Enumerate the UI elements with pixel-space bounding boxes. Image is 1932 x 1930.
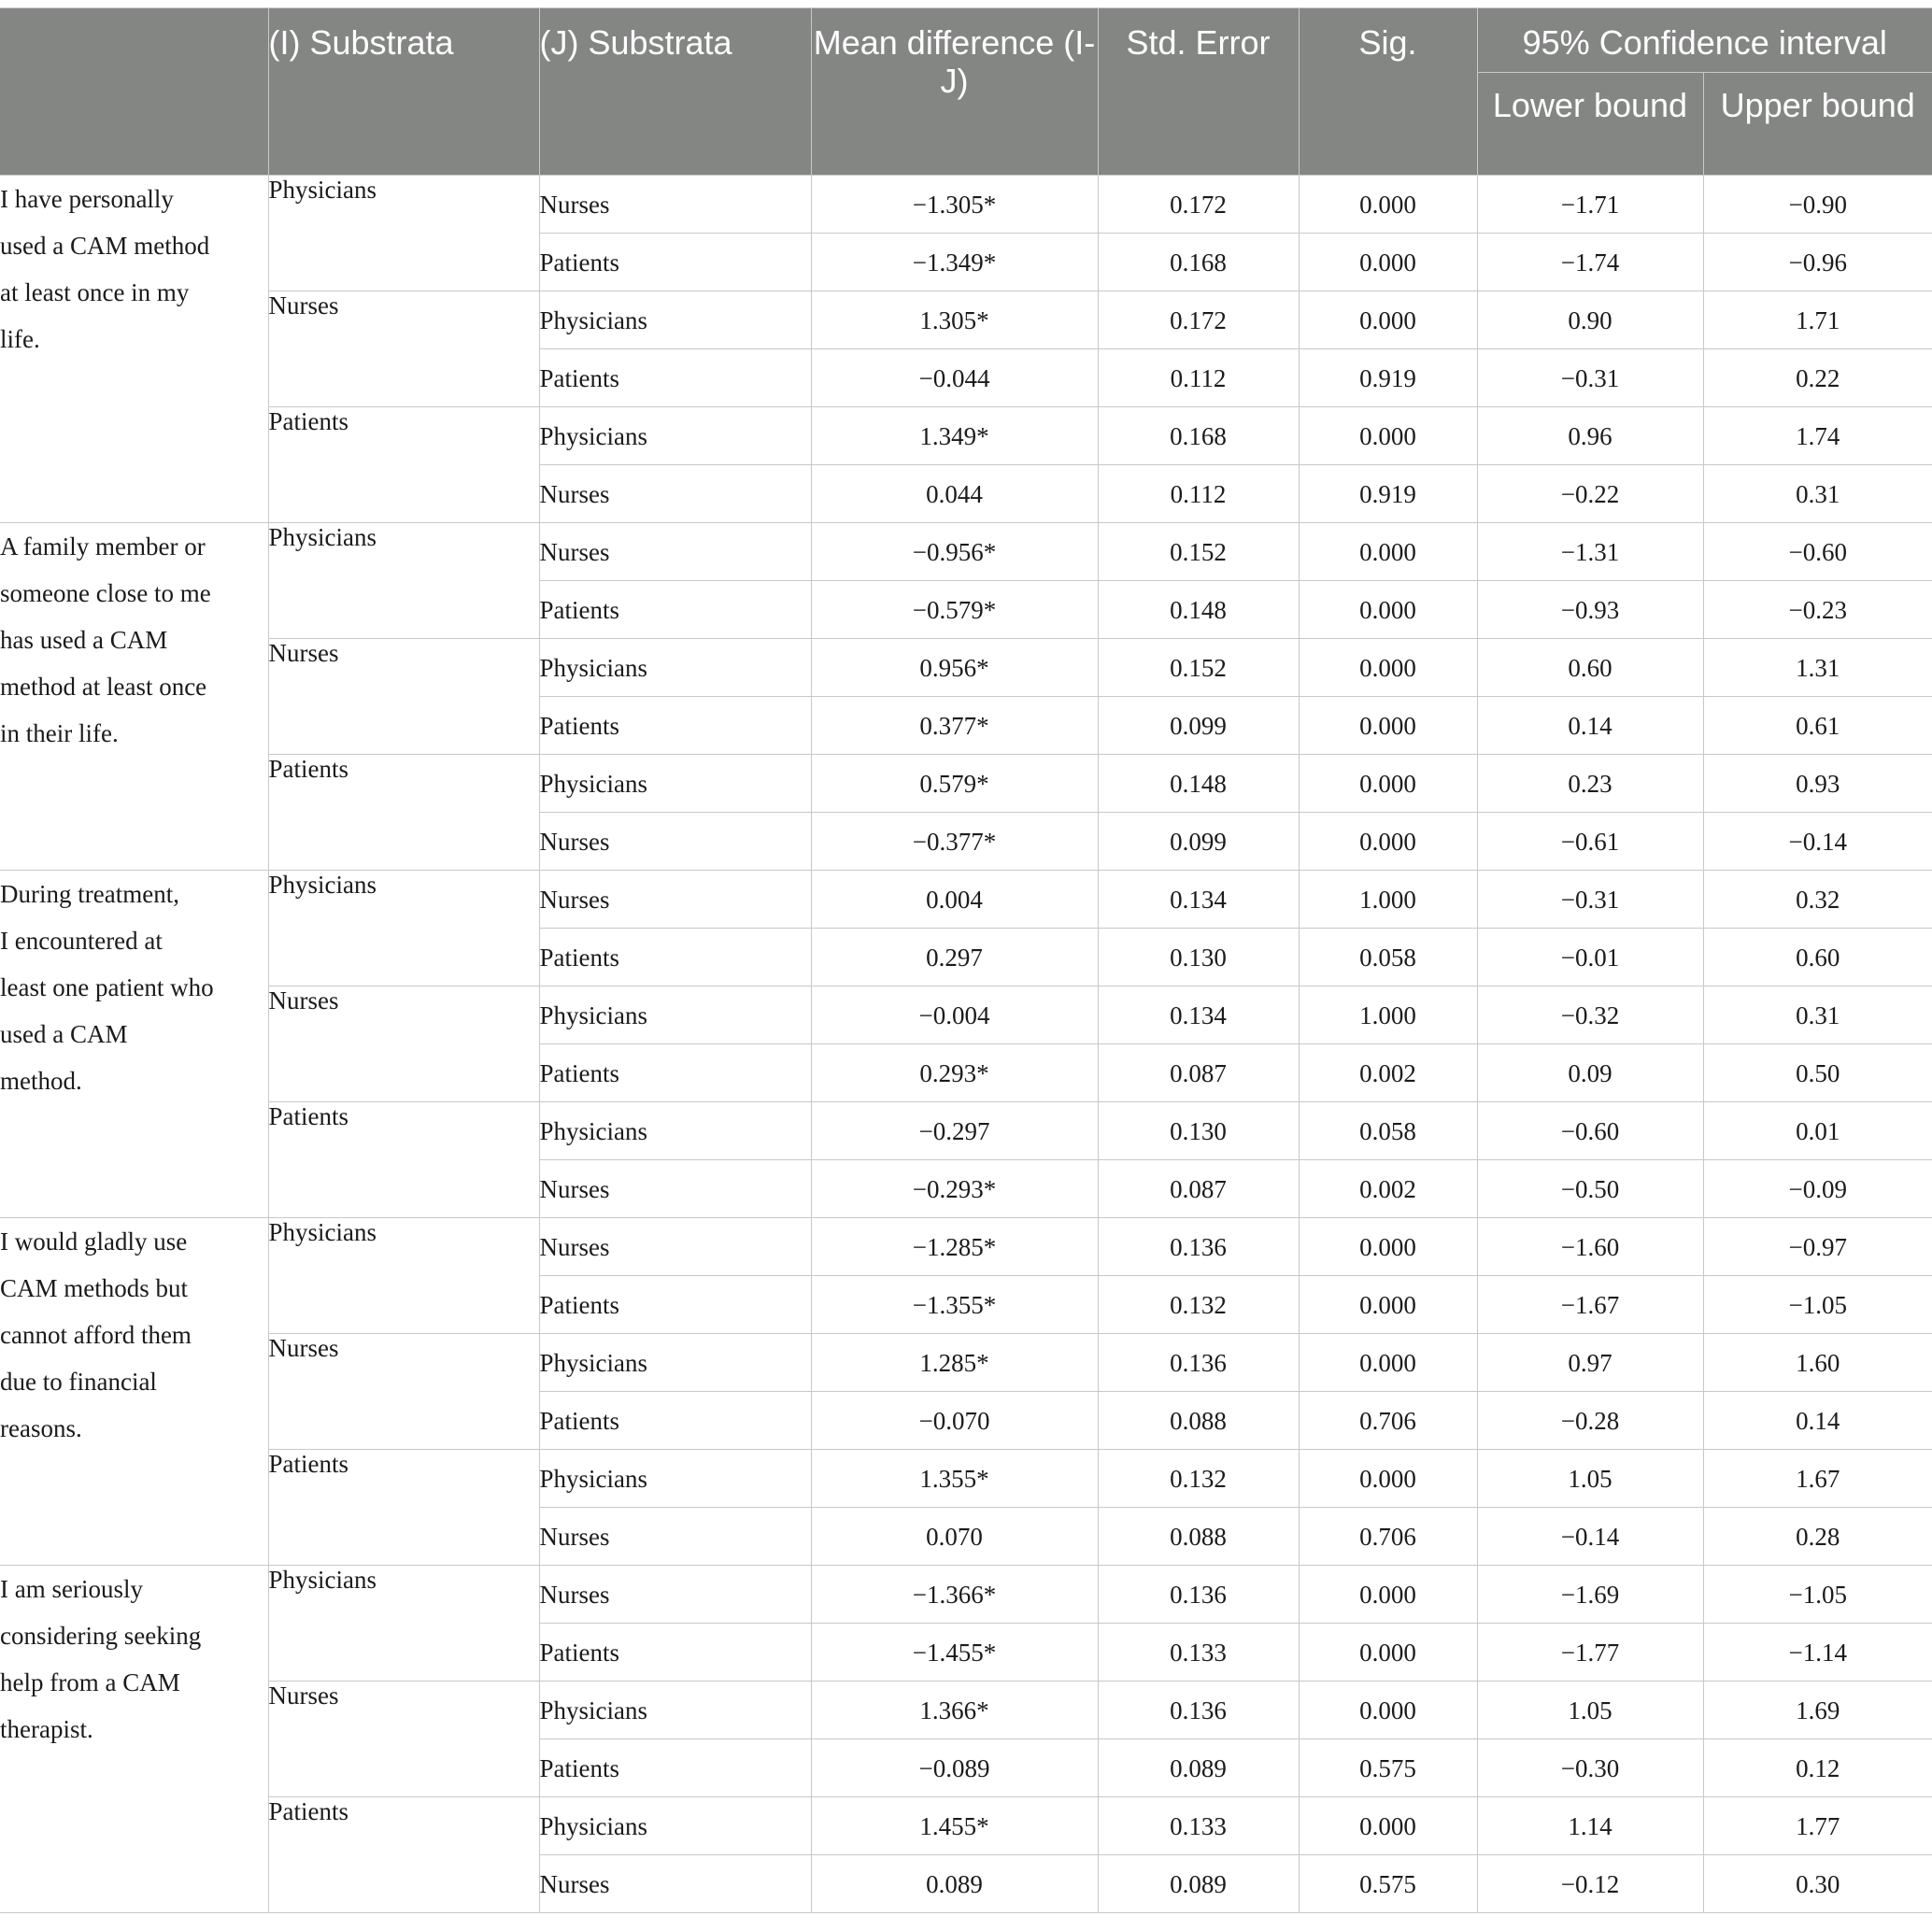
j-substrata-cell: Patients	[539, 1392, 811, 1450]
j-substrata-cell: Patients	[539, 1739, 811, 1797]
lower-bound-cell: 1.14	[1477, 1797, 1703, 1855]
mean-difference-cell: 0.070	[811, 1508, 1098, 1566]
upper-bound-cell: 1.77	[1703, 1797, 1932, 1855]
mean-difference-cell: 0.293*	[811, 1044, 1098, 1102]
lower-bound-cell: −1.74	[1477, 234, 1703, 291]
std-error-cell: 0.168	[1098, 234, 1299, 291]
std-error-cell: 0.112	[1098, 349, 1299, 407]
sig-cell: 0.000	[1299, 1797, 1477, 1855]
lower-bound-cell: −0.60	[1477, 1102, 1703, 1160]
j-substrata-cell: Nurses	[539, 1855, 811, 1913]
std-error-cell: 0.134	[1098, 871, 1299, 929]
table-row	[0, 1566, 1932, 1624]
upper-bound-cell: −0.97	[1703, 1218, 1932, 1276]
mean-difference-cell: −0.297	[811, 1102, 1098, 1160]
std-error-cell: 0.136	[1098, 1682, 1299, 1739]
j-substrata-cell: Nurses	[539, 871, 811, 929]
j-substrata-cell: Nurses	[539, 1218, 811, 1276]
upper-bound-cell: 1.74	[1703, 407, 1932, 465]
j-substrata-cell: Patients	[539, 1624, 811, 1682]
sig-cell: 0.058	[1299, 1102, 1477, 1160]
i-substrata-cell: Patients	[268, 1797, 539, 1913]
mean-difference-cell: −1.305*	[811, 176, 1098, 234]
std-error-cell: 0.136	[1098, 1334, 1299, 1392]
std-error-cell: 0.168	[1098, 407, 1299, 465]
mean-difference-cell: 0.377*	[811, 697, 1098, 755]
sig-cell: 0.000	[1299, 755, 1477, 813]
std-error-cell: 0.136	[1098, 1566, 1299, 1624]
mean-difference-cell: −1.455*	[811, 1624, 1098, 1682]
upper-bound-cell: 0.22	[1703, 349, 1932, 407]
upper-bound-cell: −0.60	[1703, 523, 1932, 581]
j-substrata-cell: Nurses	[539, 465, 811, 523]
question-cell: I would gladly use CAM methods but cannot afford them due to financial reasons.	[0, 1218, 268, 1566]
j-substrata-cell: Patients	[539, 929, 811, 986]
lower-bound-cell: 0.14	[1477, 697, 1703, 755]
table-row	[0, 639, 1932, 697]
upper-bound-cell: −0.14	[1703, 813, 1932, 871]
std-error-cell: 0.099	[1098, 697, 1299, 755]
i-substrata-cell: Nurses	[268, 639, 539, 755]
std-error-cell: 0.134	[1098, 986, 1299, 1044]
upper-bound-cell: 1.71	[1703, 291, 1932, 349]
mean-difference-cell: 0.044	[811, 465, 1098, 523]
j-substrata-cell: Physicians	[539, 755, 811, 813]
mean-difference-cell: 0.579*	[811, 755, 1098, 813]
j-substrata-cell: Nurses	[539, 1508, 811, 1566]
upper-bound-cell: −1.05	[1703, 1276, 1932, 1334]
mean-difference-cell: −0.070	[811, 1392, 1098, 1450]
j-substrata-cell: Nurses	[539, 1566, 811, 1624]
lower-bound-cell: −1.60	[1477, 1218, 1703, 1276]
header-i-substrata: (I) Substrata	[268, 8, 539, 176]
mean-difference-cell: −0.044	[811, 349, 1098, 407]
i-substrata-cell: Physicians	[268, 871, 539, 986]
lower-bound-cell: −0.01	[1477, 929, 1703, 986]
i-substrata-cell: Nurses	[268, 986, 539, 1102]
header-upper-bound: Upper bound	[1703, 73, 1932, 176]
table-row	[0, 871, 1932, 929]
table-row	[0, 986, 1932, 1044]
lower-bound-cell: −1.71	[1477, 176, 1703, 234]
header-std-error: Std. Error	[1098, 8, 1299, 176]
std-error-cell: 0.132	[1098, 1276, 1299, 1334]
upper-bound-cell: 0.93	[1703, 755, 1932, 813]
comparison-table	[0, 7, 1932, 1913]
table-row	[0, 1102, 1932, 1160]
j-substrata-cell: Nurses	[539, 1160, 811, 1218]
sig-cell: 0.706	[1299, 1392, 1477, 1450]
mean-difference-cell: −1.349*	[811, 234, 1098, 291]
table-row	[0, 291, 1932, 349]
lower-bound-cell: −0.12	[1477, 1855, 1703, 1913]
upper-bound-cell: 0.31	[1703, 465, 1932, 523]
std-error-cell: 0.148	[1098, 581, 1299, 639]
i-substrata-cell: Physicians	[268, 523, 539, 639]
std-error-cell: 0.089	[1098, 1855, 1299, 1913]
sig-cell: 0.000	[1299, 176, 1477, 234]
lower-bound-cell: −0.30	[1477, 1739, 1703, 1797]
std-error-cell: 0.133	[1098, 1797, 1299, 1855]
mean-difference-cell: −0.004	[811, 986, 1098, 1044]
header-lower-bound: Lower bound	[1477, 73, 1703, 176]
upper-bound-cell: −0.09	[1703, 1160, 1932, 1218]
mean-difference-cell: 0.297	[811, 929, 1098, 986]
j-substrata-cell: Physicians	[539, 1334, 811, 1392]
upper-bound-cell: 0.28	[1703, 1508, 1932, 1566]
std-error-cell: 0.088	[1098, 1392, 1299, 1450]
i-substrata-cell: Patients	[268, 1102, 539, 1218]
j-substrata-cell: Patients	[539, 1276, 811, 1334]
upper-bound-cell: −1.05	[1703, 1566, 1932, 1624]
upper-bound-cell: 0.61	[1703, 697, 1932, 755]
sig-cell: 0.000	[1299, 1682, 1477, 1739]
lower-bound-cell: −0.93	[1477, 581, 1703, 639]
upper-bound-cell: 0.60	[1703, 929, 1932, 986]
upper-bound-cell: −0.90	[1703, 176, 1932, 234]
upper-bound-cell: 0.01	[1703, 1102, 1932, 1160]
std-error-cell: 0.172	[1098, 291, 1299, 349]
lower-bound-cell: −0.31	[1477, 349, 1703, 407]
std-error-cell: 0.132	[1098, 1450, 1299, 1508]
j-substrata-cell: Patients	[539, 234, 811, 291]
sig-cell: 0.002	[1299, 1160, 1477, 1218]
sig-cell: 0.706	[1299, 1508, 1477, 1566]
i-substrata-cell: Patients	[268, 755, 539, 871]
sig-cell: 0.000	[1299, 813, 1477, 871]
upper-bound-cell: 0.31	[1703, 986, 1932, 1044]
j-substrata-cell: Nurses	[539, 176, 811, 234]
lower-bound-cell: 0.60	[1477, 639, 1703, 697]
mean-difference-cell: 1.285*	[811, 1334, 1098, 1392]
table-row	[0, 176, 1932, 234]
i-substrata-cell: Nurses	[268, 1334, 539, 1450]
std-error-cell: 0.130	[1098, 1102, 1299, 1160]
j-substrata-cell: Physicians	[539, 639, 811, 697]
std-error-cell: 0.148	[1098, 755, 1299, 813]
table-row	[0, 1218, 1932, 1276]
j-substrata-cell: Nurses	[539, 523, 811, 581]
lower-bound-cell: −0.22	[1477, 465, 1703, 523]
j-substrata-cell: Physicians	[539, 1797, 811, 1855]
i-substrata-cell: Nurses	[268, 291, 539, 407]
sig-cell: 0.000	[1299, 1624, 1477, 1682]
lower-bound-cell: 1.05	[1477, 1682, 1703, 1739]
question-cell: I have personally used a CAM method at least once in my life.	[0, 176, 268, 523]
i-substrata-cell: Physicians	[268, 176, 539, 291]
mean-difference-cell: 1.366*	[811, 1682, 1098, 1739]
mean-difference-cell: 1.305*	[811, 291, 1098, 349]
upper-bound-cell: 0.32	[1703, 871, 1932, 929]
std-error-cell: 0.133	[1098, 1624, 1299, 1682]
header-mean-difference: Mean difference (I-J)	[811, 8, 1098, 176]
sig-cell: 0.575	[1299, 1855, 1477, 1913]
j-substrata-cell: Physicians	[539, 1102, 811, 1160]
sig-cell: 0.000	[1299, 1334, 1477, 1392]
upper-bound-cell: 1.60	[1703, 1334, 1932, 1392]
sig-cell: 0.919	[1299, 465, 1477, 523]
sig-cell: 0.000	[1299, 1276, 1477, 1334]
mean-difference-cell: 0.089	[811, 1855, 1098, 1913]
sig-cell: 0.002	[1299, 1044, 1477, 1102]
upper-bound-cell: −0.96	[1703, 234, 1932, 291]
j-substrata-cell: Patients	[539, 697, 811, 755]
sig-cell: 0.575	[1299, 1739, 1477, 1797]
table-body	[0, 176, 1932, 1913]
question-cell: I am seriously considering seeking help from a CAM therapist.	[0, 1566, 268, 1913]
header-sig: Sig.	[1299, 8, 1477, 176]
std-error-cell: 0.087	[1098, 1044, 1299, 1102]
std-error-cell: 0.112	[1098, 465, 1299, 523]
lower-bound-cell: 1.05	[1477, 1450, 1703, 1508]
lower-bound-cell: −0.61	[1477, 813, 1703, 871]
lower-bound-cell: −1.69	[1477, 1566, 1703, 1624]
mean-difference-cell: 0.004	[811, 871, 1098, 929]
table-row	[0, 407, 1932, 465]
upper-bound-cell: 0.12	[1703, 1739, 1932, 1797]
upper-bound-cell: 0.50	[1703, 1044, 1932, 1102]
j-substrata-cell: Patients	[539, 581, 811, 639]
mean-difference-cell: 1.455*	[811, 1797, 1098, 1855]
lower-bound-cell: 0.96	[1477, 407, 1703, 465]
header-confidence-interval: 95% Confidence interval	[1477, 8, 1932, 73]
mean-difference-cell: −0.956*	[811, 523, 1098, 581]
j-substrata-cell: Physicians	[539, 986, 811, 1044]
lower-bound-cell: −1.67	[1477, 1276, 1703, 1334]
i-substrata-cell: Patients	[268, 1450, 539, 1566]
lower-bound-cell: −0.32	[1477, 986, 1703, 1044]
table-row	[0, 1797, 1932, 1855]
sig-cell: 0.919	[1299, 349, 1477, 407]
sig-cell: 0.058	[1299, 929, 1477, 986]
sig-cell: 0.000	[1299, 523, 1477, 581]
upper-bound-cell: −1.14	[1703, 1624, 1932, 1682]
i-substrata-cell: Nurses	[268, 1682, 539, 1797]
i-substrata-cell: Physicians	[268, 1566, 539, 1682]
table-row	[0, 755, 1932, 813]
lower-bound-cell: −1.77	[1477, 1624, 1703, 1682]
upper-bound-cell: −0.23	[1703, 581, 1932, 639]
mean-difference-cell: −0.293*	[811, 1160, 1098, 1218]
sig-cell: 1.000	[1299, 986, 1477, 1044]
std-error-cell: 0.130	[1098, 929, 1299, 986]
table-row	[0, 1450, 1932, 1508]
std-error-cell: 0.089	[1098, 1739, 1299, 1797]
mean-difference-cell: −0.579*	[811, 581, 1098, 639]
table-row	[0, 1682, 1932, 1739]
lower-bound-cell: 0.97	[1477, 1334, 1703, 1392]
upper-bound-cell: 0.14	[1703, 1392, 1932, 1450]
lower-bound-cell: −0.28	[1477, 1392, 1703, 1450]
mean-difference-cell: −1.366*	[811, 1566, 1098, 1624]
table-row	[0, 1334, 1932, 1392]
table-header	[0, 8, 1932, 176]
lower-bound-cell: 0.90	[1477, 291, 1703, 349]
sig-cell: 0.000	[1299, 581, 1477, 639]
mean-difference-cell: 1.349*	[811, 407, 1098, 465]
j-substrata-cell: Physicians	[539, 1682, 811, 1739]
mean-difference-cell: −1.355*	[811, 1276, 1098, 1334]
lower-bound-cell: −1.31	[1477, 523, 1703, 581]
j-substrata-cell: Nurses	[539, 813, 811, 871]
sig-cell: 0.000	[1299, 1450, 1477, 1508]
lower-bound-cell: −0.31	[1477, 871, 1703, 929]
mean-difference-cell: 0.956*	[811, 639, 1098, 697]
std-error-cell: 0.087	[1098, 1160, 1299, 1218]
std-error-cell: 0.152	[1098, 523, 1299, 581]
i-substrata-cell: Patients	[268, 407, 539, 523]
question-cell: A family member or someone close to me has used a CAM method at least once in their life.	[0, 523, 268, 871]
upper-bound-cell: 1.31	[1703, 639, 1932, 697]
lower-bound-cell: −0.50	[1477, 1160, 1703, 1218]
upper-bound-cell: 1.67	[1703, 1450, 1932, 1508]
sig-cell: 0.000	[1299, 697, 1477, 755]
sig-cell: 0.000	[1299, 1566, 1477, 1624]
question-cell: During treatment, I encountered at least one patient who used a CAM method.	[0, 871, 268, 1218]
sig-cell: 0.000	[1299, 1218, 1477, 1276]
std-error-cell: 0.136	[1098, 1218, 1299, 1276]
upper-bound-cell: 0.30	[1703, 1855, 1932, 1913]
header-blank	[0, 8, 268, 176]
mean-difference-cell: −1.285*	[811, 1218, 1098, 1276]
sig-cell: 0.000	[1299, 234, 1477, 291]
sig-cell: 0.000	[1299, 407, 1477, 465]
mean-difference-cell: −0.089	[811, 1739, 1098, 1797]
std-error-cell: 0.088	[1098, 1508, 1299, 1566]
std-error-cell: 0.172	[1098, 176, 1299, 234]
j-substrata-cell: Patients	[539, 349, 811, 407]
std-error-cell: 0.152	[1098, 639, 1299, 697]
lower-bound-cell: −0.14	[1477, 1508, 1703, 1566]
table-row	[0, 523, 1932, 581]
std-error-cell: 0.099	[1098, 813, 1299, 871]
mean-difference-cell: −0.377*	[811, 813, 1098, 871]
mean-difference-cell: 1.355*	[811, 1450, 1098, 1508]
lower-bound-cell: 0.09	[1477, 1044, 1703, 1102]
i-substrata-cell: Physicians	[268, 1218, 539, 1334]
j-substrata-cell: Physicians	[539, 291, 811, 349]
sig-cell: 0.000	[1299, 291, 1477, 349]
upper-bound-cell: 1.69	[1703, 1682, 1932, 1739]
lower-bound-cell: 0.23	[1477, 755, 1703, 813]
j-substrata-cell: Physicians	[539, 407, 811, 465]
sig-cell: 1.000	[1299, 871, 1477, 929]
header-j-substrata: (J) Substrata	[539, 8, 811, 176]
j-substrata-cell: Patients	[539, 1044, 811, 1102]
sig-cell: 0.000	[1299, 639, 1477, 697]
j-substrata-cell: Physicians	[539, 1450, 811, 1508]
